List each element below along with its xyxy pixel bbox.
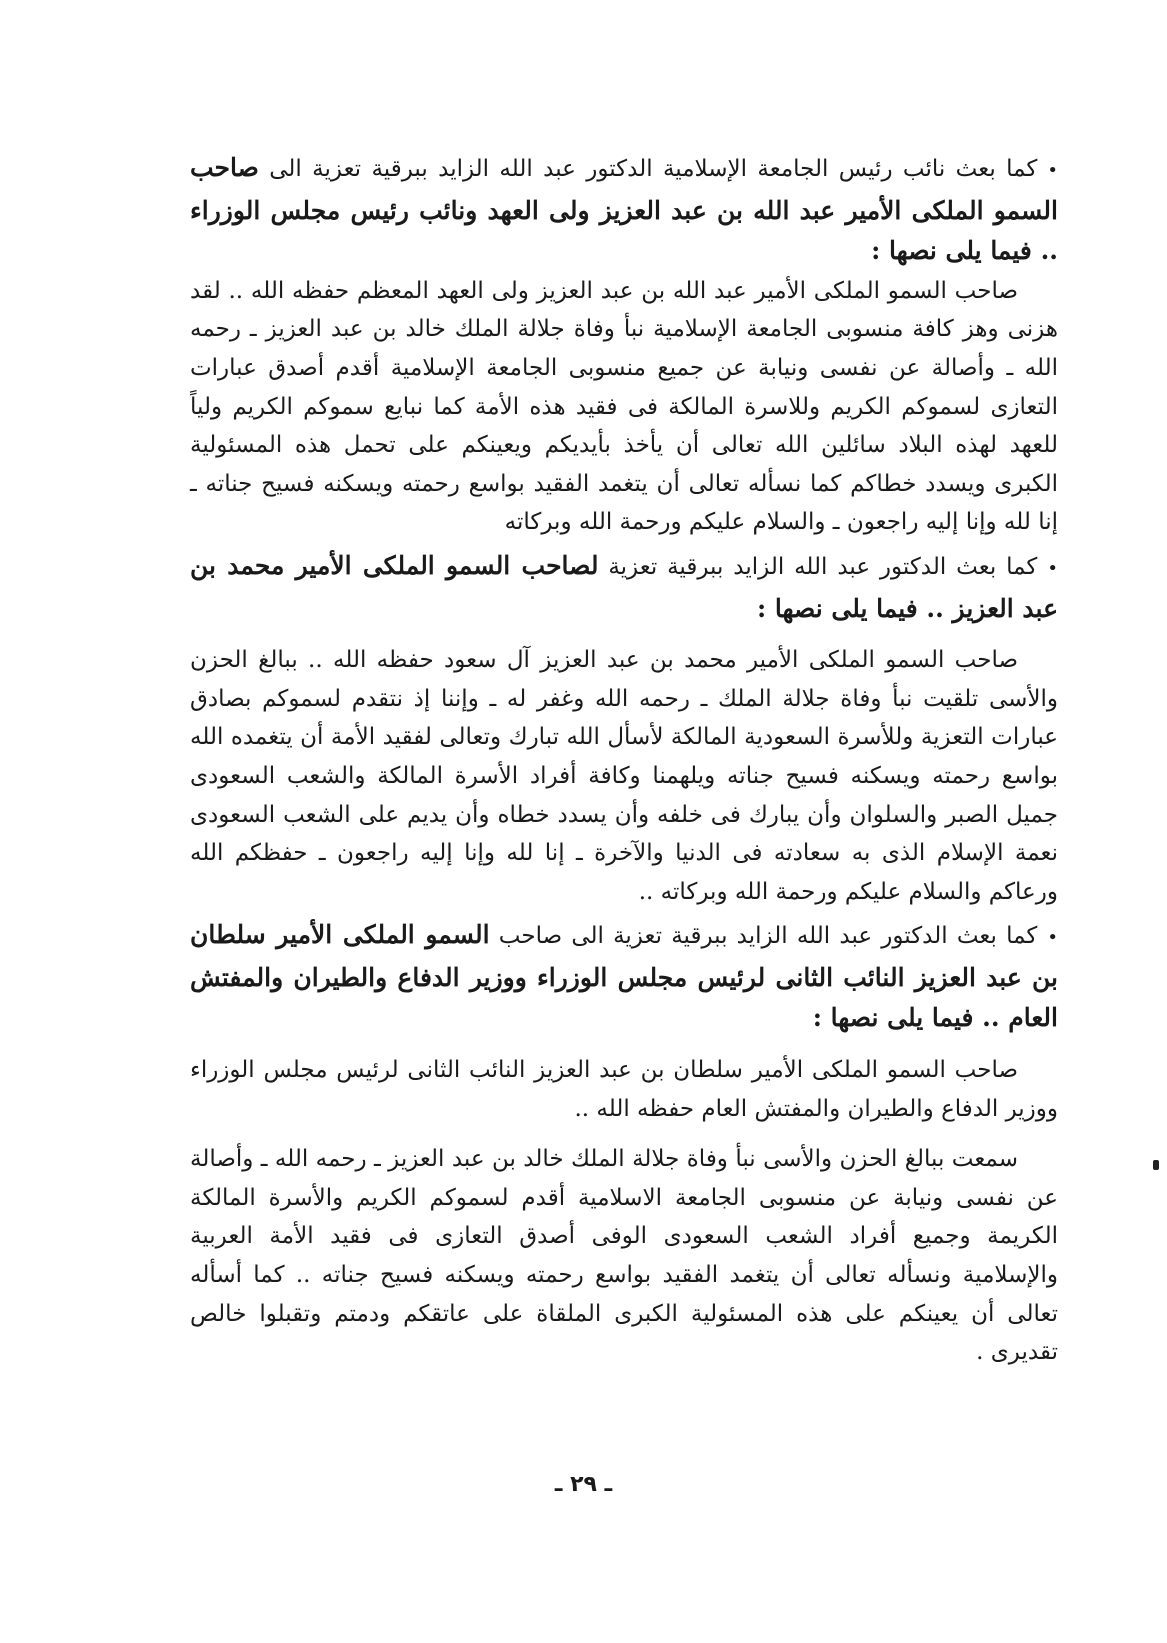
margin-mark bbox=[1153, 1160, 1159, 1170]
section3-body-1: صاحب السمو الملكى الأمير سلطان بن عبد العزيز النائب الثانى لرئيس مجلس الوزراء ووزير الدفاع والطيران والمفتش العام حفظه الله .. bbox=[190, 1057, 1058, 1122]
section2-intro-text: كما بعث الدكتور عبد الله الزايد ببرقية تعزية bbox=[608, 553, 1038, 580]
section2-heading: لصاحب السمو الملكى الأمير محمد بن عبد العزيز .. فيما يلى نصها : bbox=[190, 550, 1058, 623]
bullet-icon: • bbox=[1047, 927, 1059, 949]
section1-intro-text: كما بعث نائب رئيس الجامعة الإسلامية الدكتور عبد الله الزايد ببرقية تعزية الى bbox=[269, 156, 1038, 182]
bullet-icon: • bbox=[1047, 557, 1058, 579]
section2-body: صاحب السمو الملكى الأمير محمد بن عبد العزيز آل سعود حفظه الله .. ببالغ الحزن والأسى تلقيت نبأ وفاة جلالة الملك ـ رحمه الله وغفر له ـ وإننا إذ نتقدم لسموكم بصادق عبارات التعزية وللأسرة السعودية المالكة لأسأل الله تبارك وتعالى لفقيد الأمة أن يتغمده الله بواسع رحمته ويسكنه فسيح جناته ويلهمنا وكافة أفراد الأسرة المالكة والشعب السعودى جميل الصبر والسلوان وأن يبارك فى خلفه وأن يسدد خطاه وأن يديم على الشعب السعودى نعمة الإسلام الذى به سعادته فى الدنيا والآخرة ـ إنا لله وإنا إليه راجعون ـ حفظكم الله ورعاكم والسلام عليكم ورحمة الله وبركاته .. bbox=[190, 647, 1058, 905]
section3-body-2: سمعت ببالغ الحزن والأسى نبأ وفاة جلالة الملك خالد بن عبد العزيز ـ رحمه الله ـ وأصالة عن نفسى ونيابة عن منسوبى الجامعة الاسلامية أقدم لسموكم الكريم والأسرة المالكة الكريمة وجميع أفراد الشعب السعودى الوفى أصدق التعازى فى فقيد الأمة العربية والإسلامية ونسأله تعالى أن يتغمد الفقيد بواسع رحمته ويسكنه فسيح جناته .. كما أسأله تعالى أن يعينكم على هذه المسئولية الكبرى الملقاة على عاتقكم ودمتم وتقبلوا خالص تقديرى . bbox=[190, 1146, 1058, 1366]
section1-intro bbox=[190, 148, 1058, 272]
bullet-icon: • bbox=[1047, 160, 1059, 181]
section3-intro bbox=[190, 915, 1058, 1039]
section3-heading: السمو الملكى الأمير سلطان بن عبد العزيز النائب الثانى لرئيس مجلس الوزراء ووزير الدفاع والطيران والمفتش العام .. فيما يلى نصها : bbox=[190, 920, 1058, 1033]
section2-intro bbox=[190, 546, 1058, 629]
section1-heading: صاحب السمو الملكى الأمير عبد الله بن عبد العزيز ولى العهد ونائب رئيس مجلس الوزراء .. فيما يلى نصها : bbox=[190, 153, 1058, 266]
section3-intro-text: كما بعث الدكتور عبد الله الزايد ببرقية تعزية الى صاحب bbox=[498, 923, 1038, 950]
document-page bbox=[190, 148, 1058, 1372]
section1-body: صاحب السمو الملكى الأمير عبد الله بن عبد العزيز ولى العهد المعظم حفظه الله .. لقد هزنى وهز كافة منسوبى الجامعة الإسلامية نبأ وفاة جلالة الملك خالد بن عبد العزيز ـ رحمه الله ـ وأصالة عن نفسى ونيابة عن جميع منسوبى الجامعة الإسلامية أقدم أصدق عبارات التعازى لسموكم الكريم وللاسرة المالكة فى فقيد هذه الأمة كما نبايع سموكم الكريم ولياً للعهد لهذه البلاد سائلين الله تعالى أن يأخذ بأيديكم ويعينكم على تحمل هذه المسئولية الكبرى ويسدد خطاكم كما نسأله تعالى أن يتغمد الفقيد بواسع رحمته ويسكنه فسيح جناته ـ إنا لله وإنا إليه راجعون ـ والسلام عليكم ورحمة الله وبركاته bbox=[190, 277, 1058, 536]
page-number: ـ ٢٩ ـ bbox=[554, 1472, 613, 1497]
